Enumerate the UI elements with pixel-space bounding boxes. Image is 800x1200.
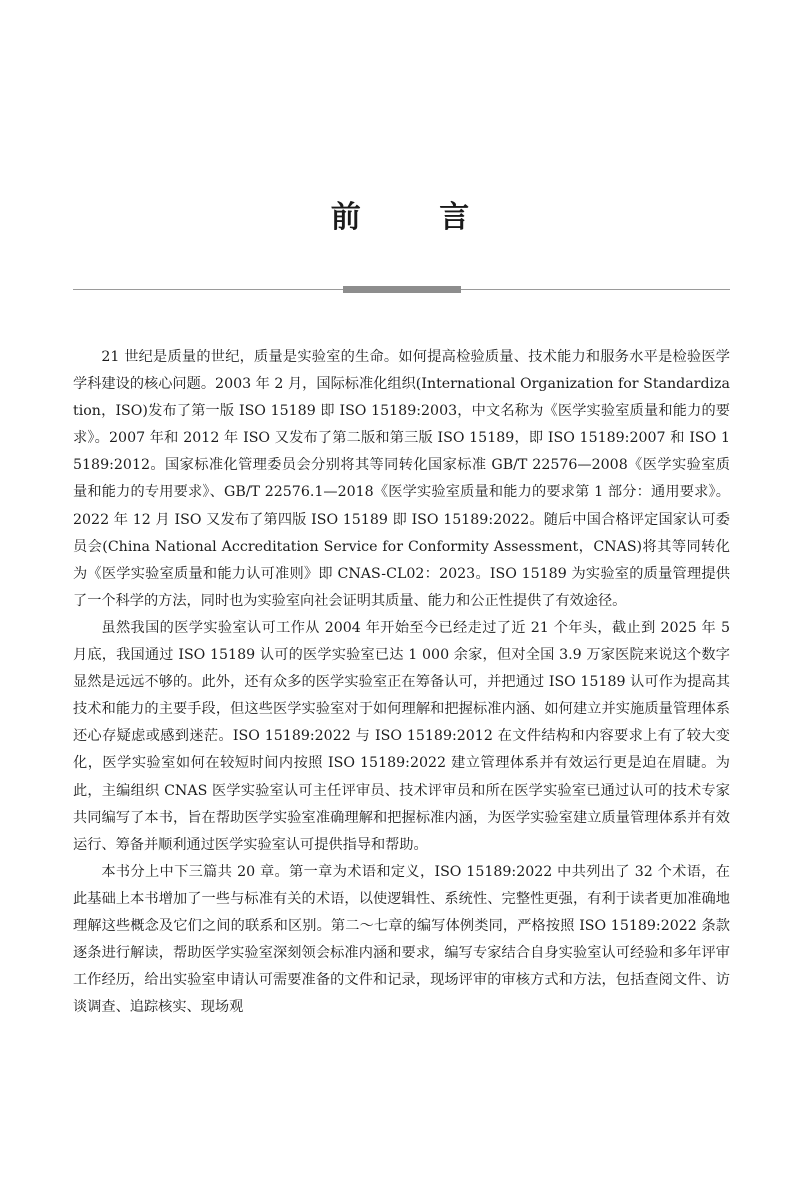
title-divider-accent	[343, 286, 461, 293]
paragraph-2: 虽然我国的医学实验室认可工作从 2004 年开始至今已经走过了近 21 个年头，截止到 2025 年 5 月底，我国通过 ISO 15189 认可的医学实验室已达 1 000 余家，但对全国 3.9 万家医院来说这个数字显然是远远不够的。此外，还有众多的医学实验室正在筹备认可，并把通过 ISO 15189 认可作为提高其技术和能力的主要手段，但这些医学实验室对于如何理解和把握标准内涵、如何建立并实施质量管理体系还心存疑虑或感到迷茫。ISO 15189:2022 与 ISO 15189:2012 在文件结构和内容要求上有了较大变化，医学实验室如何在较短时间内按照 ISO 15189:2022 建立管理体系并有效运行更是迫在眉睫。为此，主编组织 CNAS 医学实验室认可主任评审员、技术评审员和所在医学实验室已通过认可的技术专家共同编写了本书，旨在帮助医学实验室准确理解和把握标准内涵，为医学实验室建立质量管理体系并有效运行、筹备并顺利通过医学实验室认可提供指导和帮助。	[73, 619, 730, 853]
paragraph-1: 21 世纪是质量的世纪，质量是实验室的生命。如何提高检验质量、技术能力和服务水平是检验医学学科建设的核心问题。2003 年 2 月，国际标准化组织(International Organization for Standardization，ISO)发布了第一版 ISO 15189 即 ISO 15189:2003，中文名称为《医学实验室质量和能力的要求》。2007 年和 2012 年 ISO 又发布了第二版和第三版 ISO 15189，即 ISO 15189:2007 和 ISO 15189:2012。国家标准化管理委员会分别将其等同转化国家标准 GB/T 22576—2008《医学实验室质量和能力的专用要求》、GB/T 22576.1—2018《医学实验室质量和能力的要求第 1 部分：通用要求》。2022 年 12 月 ISO 又发布了第四版 ISO 15189 即 ISO 15189:2022。随后中国合格评定国家认可委员会(China National Accreditation Service for Conformity Assessment，CNAS)将其等同转化为《医学实验室质量和能力认可准则》即 CNAS-CL02：2023。ISO 15189 为实验室的质量管理提供了一个科学的方法，同时也为实验室向社会证明其质量、能力和公正性提供了有效途径。	[73, 349, 730, 609]
page-title: 前 言	[330, 200, 504, 235]
body-text	[73, 344, 730, 1021]
paragraph-3: 本书分上中下三篇共 20 章。第一章为术语和定义，ISO 15189:2022 中共列出了 32 个术语，在此基础上本书增加了一些与标准有关的术语，以使逻辑性、系统性、完整性更强，有利于读者更加准确地理解这些概念及它们之间的联系和区别。第二～七章的编写体例类同，严格按照 ISO 15189:2022 条款逐条进行解读，帮助医学实验室深刻领会标准内涵和要求，编写专家结合自身实验室认可经验和多年评审工作经历，给出实验室申请认可需要准备的文件和记录，现场评审的审核方式和方法，包括查阅文件、访谈调查、追踪核实、现场观	[73, 863, 730, 1016]
